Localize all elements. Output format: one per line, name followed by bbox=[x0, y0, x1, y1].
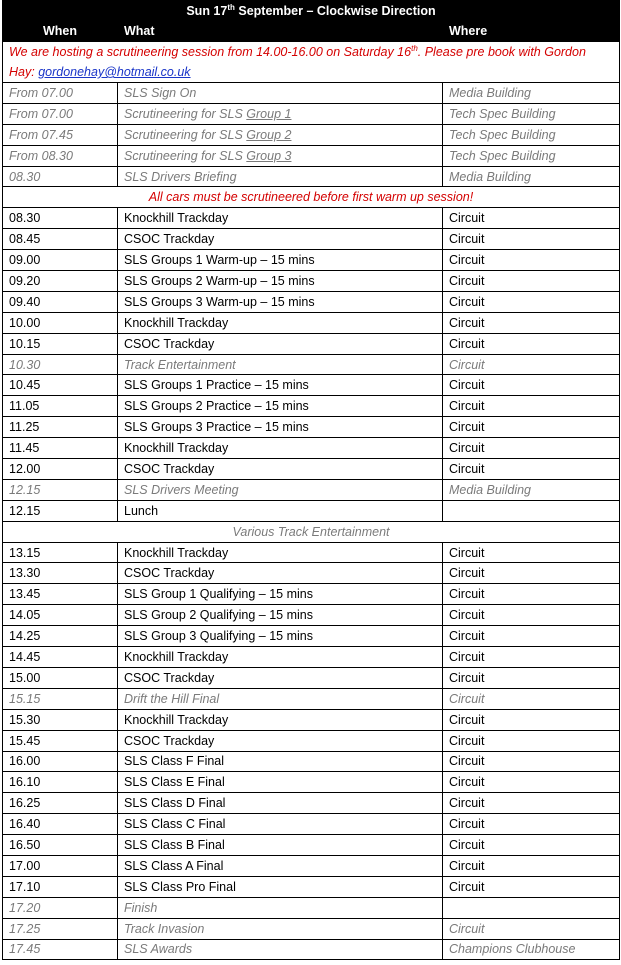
cell-what bbox=[118, 145, 443, 166]
cell-what bbox=[118, 103, 443, 124]
column-header-when: When bbox=[3, 21, 118, 42]
cell-when: 08.45 bbox=[3, 229, 118, 250]
cell-where: Circuit bbox=[443, 208, 620, 229]
cell-what: SLS Awards bbox=[118, 939, 443, 960]
column-header-where: Where bbox=[443, 21, 620, 42]
cell-when: 14.25 bbox=[3, 626, 118, 647]
cell-what: SLS Groups 2 Warm-up – 15 mins bbox=[118, 271, 443, 292]
cell-where: Circuit bbox=[443, 375, 620, 396]
cell-when: 14.45 bbox=[3, 647, 118, 668]
cell-when: 11.25 bbox=[3, 417, 118, 438]
cell-what: SLS Group 2 Qualifying – 15 mins bbox=[118, 605, 443, 626]
table-row bbox=[3, 688, 620, 709]
cell-what: SLS Class D Final bbox=[118, 793, 443, 814]
cell-what: CSOC Trackday bbox=[118, 459, 443, 480]
cell-when: 16.00 bbox=[3, 751, 118, 772]
cell-where: Circuit bbox=[443, 438, 620, 459]
cell-where: Circuit bbox=[443, 667, 620, 688]
table-row bbox=[3, 772, 620, 793]
cell-when: 08.30 bbox=[3, 166, 118, 187]
table-row bbox=[3, 918, 620, 939]
cell-where: Circuit bbox=[443, 584, 620, 605]
scrutineering-notice: We are hosting a scrutineering session from 14.00-16.00 on Saturday 16th. Please pre book with Gordon Hay: gordonehay@hotmail.co.uk bbox=[3, 42, 620, 83]
cell-where: Circuit bbox=[443, 605, 620, 626]
table-row bbox=[3, 145, 620, 166]
schedule-sheet bbox=[2, 0, 619, 960]
cell-when: 13.45 bbox=[3, 584, 118, 605]
cell-where: Circuit bbox=[443, 772, 620, 793]
table-row bbox=[3, 584, 620, 605]
cell-where: Circuit bbox=[443, 730, 620, 751]
cell-where: Circuit bbox=[443, 563, 620, 584]
cell-what: SLS Class Pro Final bbox=[118, 876, 443, 897]
cell-what: Track Invasion bbox=[118, 918, 443, 939]
cell-when: 09.00 bbox=[3, 250, 118, 271]
title-row bbox=[3, 1, 620, 21]
cell-when: 12.15 bbox=[3, 500, 118, 521]
schedule-table bbox=[2, 0, 620, 960]
table-row bbox=[3, 647, 620, 668]
cell-what: SLS Class C Final bbox=[118, 814, 443, 835]
cell-what: Knockhill Trackday bbox=[118, 312, 443, 333]
cell-when: 16.40 bbox=[3, 814, 118, 835]
cell-where: Circuit bbox=[443, 855, 620, 876]
table-row bbox=[3, 751, 620, 772]
cell-where: Circuit bbox=[443, 626, 620, 647]
cell-what: CSOC Trackday bbox=[118, 667, 443, 688]
cell-when: 14.05 bbox=[3, 605, 118, 626]
table-row bbox=[3, 479, 620, 500]
table-row bbox=[3, 876, 620, 897]
cell-where: Circuit bbox=[443, 835, 620, 856]
table-row bbox=[3, 103, 620, 124]
cell-what: Lunch bbox=[118, 500, 443, 521]
table-row bbox=[3, 667, 620, 688]
cell-where: Circuit bbox=[443, 876, 620, 897]
table-row bbox=[3, 939, 620, 960]
cell-when: From 08.30 bbox=[3, 145, 118, 166]
cell-what: Drift the Hill Final bbox=[118, 688, 443, 709]
cell-when: 09.20 bbox=[3, 271, 118, 292]
cell-what-text: Scrutineering for SLS bbox=[124, 148, 247, 163]
cell-when: 17.45 bbox=[3, 939, 118, 960]
cell-where: Circuit bbox=[443, 396, 620, 417]
table-row bbox=[3, 229, 620, 250]
cell-where: Circuit bbox=[443, 229, 620, 250]
cell-what: SLS Groups 1 Warm-up – 15 mins bbox=[118, 250, 443, 271]
cell-when: 16.10 bbox=[3, 772, 118, 793]
midday-note: Various Track Entertainment bbox=[3, 521, 620, 542]
cell-what: CSOC Trackday bbox=[118, 563, 443, 584]
cell-when: 11.05 bbox=[3, 396, 118, 417]
table-row bbox=[3, 730, 620, 751]
cell-where: Circuit bbox=[443, 354, 620, 375]
cell-what: SLS Class E Final bbox=[118, 772, 443, 793]
cell-what-text: Scrutineering for SLS bbox=[124, 106, 247, 121]
cell-when: 17.20 bbox=[3, 897, 118, 918]
cell-when: From 07.00 bbox=[3, 103, 118, 124]
cell-when: 09.40 bbox=[3, 291, 118, 312]
cell-where: Circuit bbox=[443, 751, 620, 772]
cell-where: Circuit bbox=[443, 793, 620, 814]
cell-when: 15.00 bbox=[3, 667, 118, 688]
table-row bbox=[3, 208, 620, 229]
cell-where bbox=[443, 500, 620, 521]
cell-when: From 07.00 bbox=[3, 83, 118, 104]
cell-what: SLS Class F Final bbox=[118, 751, 443, 772]
cell-where: Tech Spec Building bbox=[443, 124, 620, 145]
cell-where: Media Building bbox=[443, 166, 620, 187]
cell-when: 13.30 bbox=[3, 563, 118, 584]
cell-when: 15.15 bbox=[3, 688, 118, 709]
table-row bbox=[3, 83, 620, 104]
cell-where: Tech Spec Building bbox=[443, 145, 620, 166]
cell-what: SLS Groups 1 Practice – 15 mins bbox=[118, 375, 443, 396]
table-row bbox=[3, 271, 620, 292]
cell-where: Tech Spec Building bbox=[443, 103, 620, 124]
table-row bbox=[3, 417, 620, 438]
cell-where: Circuit bbox=[443, 417, 620, 438]
table-row bbox=[3, 166, 620, 187]
cell-where: Circuit bbox=[443, 709, 620, 730]
cell-when: 11.45 bbox=[3, 438, 118, 459]
cell-what: CSOC Trackday bbox=[118, 333, 443, 354]
cell-where: Circuit bbox=[443, 918, 620, 939]
table-row bbox=[3, 124, 620, 145]
cell-what: SLS Drivers Meeting bbox=[118, 479, 443, 500]
cell-when: 08.30 bbox=[3, 208, 118, 229]
cell-when: 17.10 bbox=[3, 876, 118, 897]
cell-what: SLS Groups 2 Practice – 15 mins bbox=[118, 396, 443, 417]
cell-when: 10.00 bbox=[3, 312, 118, 333]
table-row bbox=[3, 542, 620, 563]
cell-when: 17.00 bbox=[3, 855, 118, 876]
cell-what: Knockhill Trackday bbox=[118, 208, 443, 229]
table-row bbox=[3, 291, 620, 312]
cell-when: 13.15 bbox=[3, 542, 118, 563]
cell-what: SLS Drivers Briefing bbox=[118, 166, 443, 187]
cell-where: Circuit bbox=[443, 542, 620, 563]
cell-when: 15.30 bbox=[3, 709, 118, 730]
cell-what: Knockhill Trackday bbox=[118, 647, 443, 668]
page-title: Sun 17th September – Clockwise Direction bbox=[3, 1, 620, 21]
cell-where: Circuit bbox=[443, 647, 620, 668]
cell-where: Circuit bbox=[443, 814, 620, 835]
table-row bbox=[3, 709, 620, 730]
table-row bbox=[3, 626, 620, 647]
table-row bbox=[3, 396, 620, 417]
cell-where: Champions Clubhouse bbox=[443, 939, 620, 960]
cell-what: Knockhill Trackday bbox=[118, 438, 443, 459]
cell-what: CSOC Trackday bbox=[118, 229, 443, 250]
table-row bbox=[3, 835, 620, 856]
table-row bbox=[3, 605, 620, 626]
table-row bbox=[3, 250, 620, 271]
cell-what: SLS Groups 3 Warm-up – 15 mins bbox=[118, 291, 443, 312]
cell-what: SLS Class A Final bbox=[118, 855, 443, 876]
cell-where: Circuit bbox=[443, 291, 620, 312]
table-row bbox=[3, 438, 620, 459]
cell-what-group: Group 2 bbox=[246, 127, 292, 142]
cell-what: Knockhill Trackday bbox=[118, 542, 443, 563]
cell-what: Knockhill Trackday bbox=[118, 709, 443, 730]
column-header-what: What bbox=[118, 21, 443, 42]
cell-what: SLS Groups 3 Practice – 15 mins bbox=[118, 417, 443, 438]
cell-what: SLS Group 3 Qualifying – 15 mins bbox=[118, 626, 443, 647]
cell-what-group: Group 3 bbox=[246, 148, 292, 163]
cell-when: 10.30 bbox=[3, 354, 118, 375]
midday-note-row bbox=[3, 521, 620, 542]
cell-when: 16.25 bbox=[3, 793, 118, 814]
cell-where: Media Building bbox=[443, 479, 620, 500]
cell-where: Circuit bbox=[443, 250, 620, 271]
table-row bbox=[3, 375, 620, 396]
scrutineering-warning: All cars must be scrutineered before first warm up session! bbox=[3, 187, 620, 208]
cell-what: Track Entertainment bbox=[118, 354, 443, 375]
scrutineering-warning-row bbox=[3, 187, 620, 208]
cell-what: SLS Class B Final bbox=[118, 835, 443, 856]
cell-what: SLS Group 1 Qualifying – 15 mins bbox=[118, 584, 443, 605]
cell-what bbox=[118, 124, 443, 145]
cell-when: 10.15 bbox=[3, 333, 118, 354]
cell-where: Media Building bbox=[443, 83, 620, 104]
cell-where: Circuit bbox=[443, 333, 620, 354]
table-row bbox=[3, 897, 620, 918]
cell-where: Circuit bbox=[443, 459, 620, 480]
cell-when: 15.45 bbox=[3, 730, 118, 751]
column-header-row bbox=[3, 21, 620, 42]
table-row bbox=[3, 354, 620, 375]
cell-when: 17.25 bbox=[3, 918, 118, 939]
cell-where: Circuit bbox=[443, 312, 620, 333]
table-row bbox=[3, 814, 620, 835]
cell-when: From 07.45 bbox=[3, 124, 118, 145]
cell-when: 16.50 bbox=[3, 835, 118, 856]
table-row bbox=[3, 312, 620, 333]
cell-what: CSOC Trackday bbox=[118, 730, 443, 751]
cell-what-group: Group 1 bbox=[246, 106, 292, 121]
cell-when: 12.00 bbox=[3, 459, 118, 480]
cell-what: Finish bbox=[118, 897, 443, 918]
table-row bbox=[3, 333, 620, 354]
table-row bbox=[3, 459, 620, 480]
cell-what: SLS Sign On bbox=[118, 83, 443, 104]
table-row bbox=[3, 793, 620, 814]
cell-where: Circuit bbox=[443, 688, 620, 709]
table-row bbox=[3, 855, 620, 876]
notice-row bbox=[3, 42, 620, 83]
cell-where bbox=[443, 897, 620, 918]
cell-when: 10.45 bbox=[3, 375, 118, 396]
cell-what-text: Scrutineering for SLS bbox=[124, 127, 247, 142]
table-row bbox=[3, 563, 620, 584]
table-row bbox=[3, 500, 620, 521]
cell-where: Circuit bbox=[443, 271, 620, 292]
cell-when: 12.15 bbox=[3, 479, 118, 500]
email-link[interactable]: gordonehay@hotmail.co.uk bbox=[38, 65, 191, 79]
